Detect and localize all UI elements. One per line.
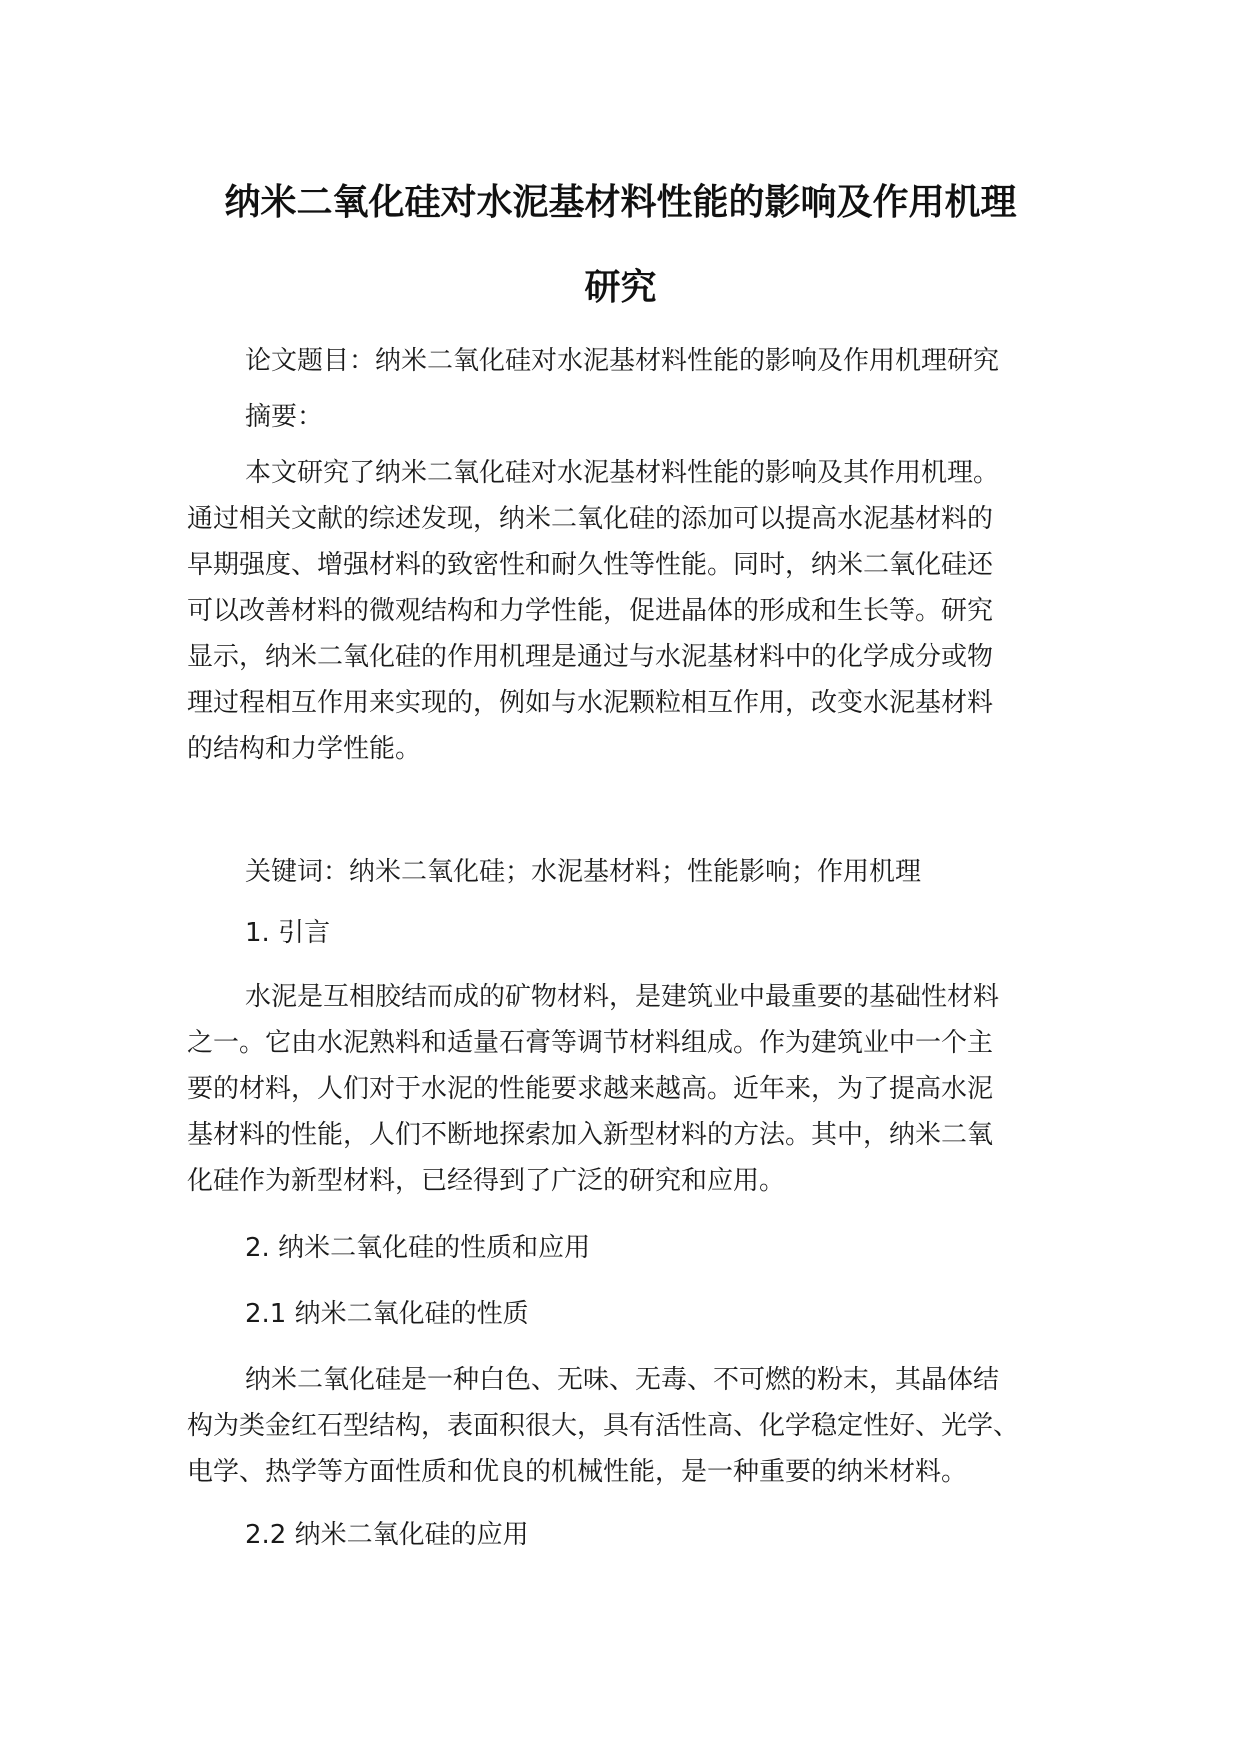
abstract-line: 本文研究了纳米二氧化硅对水泥基材料性能的影响及其作用机理。 (245, 458, 1000, 488)
section-2-2-heading: 2.2 纳米二氧化硅的应用 (245, 1520, 529, 1550)
document-title-line-2: 研究 (584, 267, 657, 308)
section-1-paragraph (187, 974, 1067, 1204)
section-1-line: 之一。它由水泥熟料和适量石膏等调节材料组成。作为建筑业中一个主 (187, 1028, 994, 1058)
section-1-line: 水泥是互相胶结而成的矿物材料，是建筑业中最重要的基础性材料 (245, 982, 1000, 1012)
section-2-1-line: 电学、热学等方面性质和优良的机械性能，是一种重要的纳米材料。 (187, 1457, 968, 1487)
document-title-line-1: 纳米二氧化硅对水泥基材料性能的影响及作用机理 (224, 182, 1017, 223)
abstract-line: 可以改善材料的微观结构和力学性能，促进晶体的形成和生长等。研究 (187, 596, 994, 626)
abstract-line: 显示，纳米二氧化硅的作用机理是通过与水泥基材料中的化学成分或物 (187, 642, 994, 672)
section-2-1-line: 构为类金红石型结构，表面积很大，具有活性高、化学稳定性好、光学、 (187, 1411, 1020, 1441)
abstract-heading: 摘要： (245, 402, 324, 432)
section-2-heading: 2. 纳米二氧化硅的性质和应用 (245, 1233, 591, 1263)
keywords: 关键词：纳米二氧化硅；水泥基材料；性能影响；作用机理 (245, 857, 922, 887)
abstract-line: 通过相关文献的综述发现，纳米二氧化硅的添加可以提高水泥基材料的 (187, 504, 994, 534)
section-2-1-line: 纳米二氧化硅是一种白色、无味、无毒、不可燃的粉末，其晶体结 (245, 1365, 1000, 1395)
section-1-heading: 1. 引言 (245, 918, 331, 948)
section-2-1-heading: 2.1 纳米二氧化硅的性质 (245, 1299, 529, 1329)
section-1-line: 基材料的性能，人们不断地探索加入新型材料的方法。其中，纳米二氧 (187, 1120, 994, 1150)
abstract-line: 理过程相互作用来实现的，例如与水泥颗粒相互作用，改变水泥基材料 (187, 688, 994, 718)
abstract-paragraph (187, 450, 1067, 772)
thesis-title: 论文题目：纳米二氧化硅对水泥基材料性能的影响及作用机理研究 (245, 346, 1000, 376)
abstract-line: 早期强度、增强材料的致密性和耐久性等性能。同时，纳米二氧化硅还 (187, 550, 994, 580)
section-2-1-paragraph (187, 1357, 1067, 1495)
abstract-line: 的结构和力学性能。 (187, 734, 422, 764)
section-1-line: 要的材料，人们对于水泥的性能要求越来越高。近年来，为了提高水泥 (187, 1074, 994, 1104)
section-1-line: 化硅作为新型材料，已经得到了广泛的研究和应用。 (187, 1166, 786, 1196)
